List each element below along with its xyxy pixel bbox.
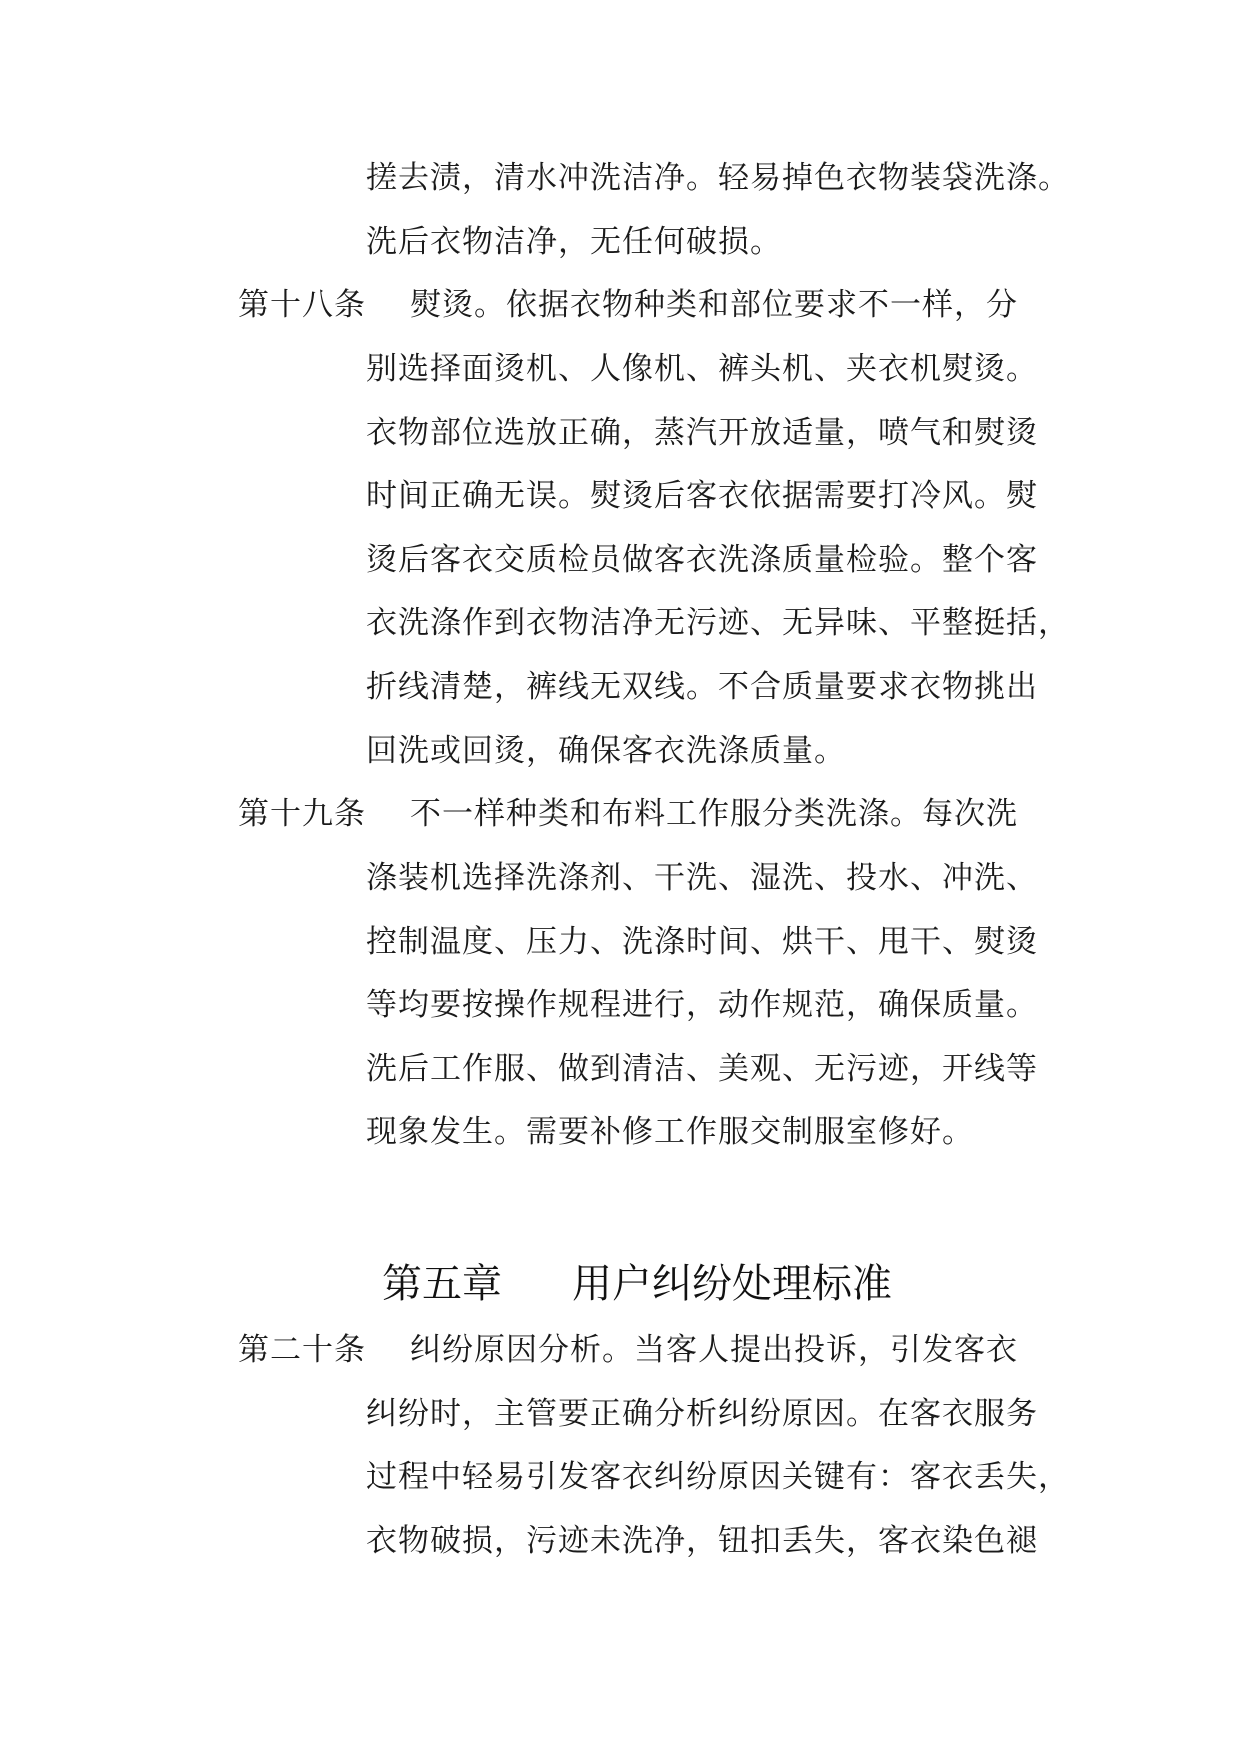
article-label: 第二十条	[238, 1332, 366, 1368]
article-first-line: 不一样种类和布料工作服分类洗涤。每次洗	[410, 796, 1018, 832]
text-line: 过程中轻易引发客衣纠纷原因关键有：客衣丢失，	[366, 1459, 1070, 1495]
text-line: 衣物部位选放正确，蒸汽开放适量，喷气和熨烫	[366, 415, 1038, 451]
article-label: 第十八条	[238, 287, 366, 323]
text-line: 现象发生。需要补修工作服交制服室修好。	[366, 1114, 974, 1150]
text-line: 衣物破损，污迹未洗净，钮扣丢失，客衣染色褪	[366, 1523, 1038, 1559]
chapter-number: 第五章	[382, 1261, 502, 1307]
text-line: 时间正确无误。熨烫后客衣依据需要打冷风。熨	[366, 478, 1038, 514]
chapter-title: 用户纠纷处理标准	[572, 1261, 892, 1307]
article-18-heading	[238, 285, 1018, 325]
article-first-line: 熨烫。依据衣物种类和部位要求不一样，分	[410, 287, 1018, 323]
text-line: 涤装机选择洗涤剂、干洗、湿洗、投水、冲洗、	[366, 860, 1038, 896]
text-line: 纠纷时，主管要正确分析纠纷原因。在客衣服务	[366, 1396, 1038, 1432]
text-line: 烫后客衣交质检员做客衣洗涤质量检验。整个客	[366, 542, 1038, 578]
text-line: 等均要按操作规程进行，动作规范，确保质量。	[366, 987, 1038, 1023]
text-line: 洗后衣物洁净，无任何破损。	[366, 224, 782, 260]
text-line: 洗后工作服、做到清洁、美观、无污迹，开线等	[366, 1051, 1038, 1087]
text-line: 折线清楚，裤线无双线。不合质量要求衣物挑出	[366, 669, 1038, 705]
text-line: 回洗或回烫，确保客衣洗涤质量。	[366, 733, 846, 769]
text-line: 控制温度、压力、洗涤时间、烘干、甩干、熨烫	[366, 924, 1038, 960]
article-first-line: 纠纷原因分析。当客人提出投诉，引发客衣	[410, 1332, 1018, 1368]
article-label: 第十九条	[238, 796, 366, 832]
article-20-heading	[238, 1330, 1018, 1370]
text-line: 搓去渍，清水冲洗洁净。轻易掉色衣物装袋洗涤。	[366, 160, 1070, 196]
text-line: 别选择面烫机、人像机、裤头机、夹衣机熨烫。	[366, 351, 1038, 387]
text-line: 衣洗涤作到衣物洁净无污迹、无异味、平整挺括，	[366, 605, 1070, 641]
chapter-heading	[382, 1260, 892, 1308]
article-19-heading	[238, 794, 1018, 834]
